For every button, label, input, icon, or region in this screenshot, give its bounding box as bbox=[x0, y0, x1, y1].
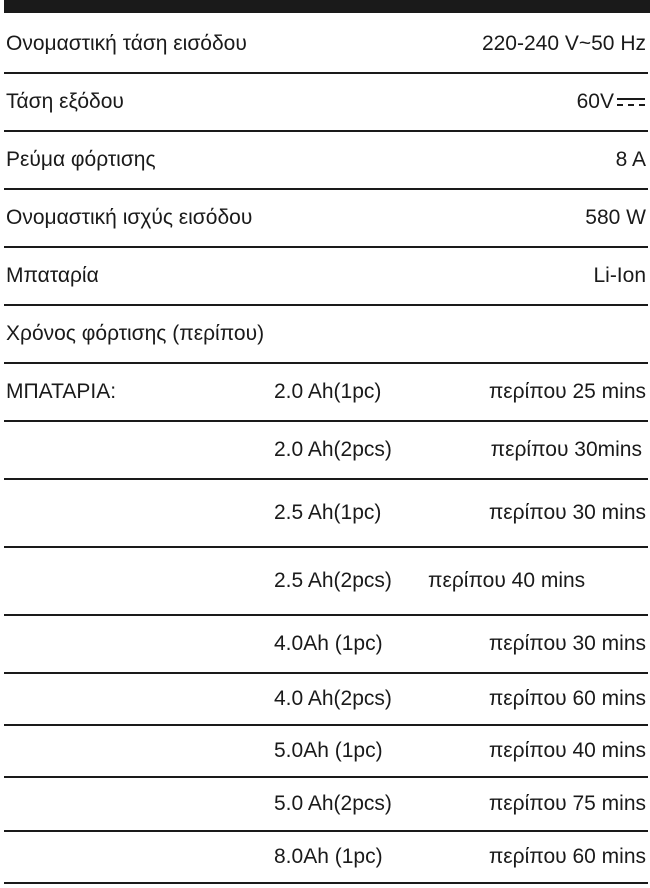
battery-capacity: 4.0Ah (1pc) bbox=[274, 632, 383, 655]
charging-time: περίπου 30mins bbox=[490, 438, 642, 461]
battery-capacity: 2.0 Ah(1pc) bbox=[274, 380, 382, 403]
charging-row bbox=[4, 726, 648, 776]
divider bbox=[4, 882, 648, 884]
spec-row-battery bbox=[4, 248, 648, 304]
charging-time: περίπου 30 mins bbox=[488, 632, 646, 655]
charging-time: περίπου 75 mins bbox=[488, 792, 646, 815]
battery-label: ΜΠΑΤΑΡΙΑ: bbox=[6, 380, 117, 403]
battery-capacity: 2.5 Ah(2pcs) bbox=[274, 569, 392, 592]
spec-label: Τάση εξόδου bbox=[6, 90, 124, 113]
spec-value: 8 A bbox=[615, 148, 646, 171]
charging-row bbox=[4, 616, 648, 672]
charging-row bbox=[4, 832, 648, 882]
battery-capacity: 8.0Ah (1pc) bbox=[274, 845, 383, 868]
charging-time: περίπου 30 mins bbox=[488, 501, 646, 524]
battery-capacity: 2.0 Ah(2pcs) bbox=[274, 438, 392, 461]
spec-value bbox=[577, 74, 646, 130]
spec-row-input-power bbox=[4, 190, 648, 246]
battery-capacity: 2.5 Ah(1pc) bbox=[274, 501, 382, 524]
battery-capacity: 5.0Ah (1pc) bbox=[274, 739, 383, 762]
charging-time-header bbox=[4, 306, 648, 362]
charging-row bbox=[4, 422, 648, 478]
spec-value: Li-Ion bbox=[593, 264, 646, 287]
spec-value: 580 W bbox=[585, 206, 646, 229]
charging-time: περίπου 40 mins bbox=[488, 739, 646, 762]
charging-row bbox=[4, 364, 648, 420]
spec-label: Ονομαστική τάση εισόδου bbox=[6, 32, 247, 55]
charging-time: περίπου 40 mins bbox=[428, 569, 586, 592]
spec-value: 220-240 V~50 Hz bbox=[481, 32, 646, 55]
battery-capacity: 5.0 Ah(2pcs) bbox=[274, 792, 392, 815]
spec-label: Ονομαστική ισχύς εισόδου bbox=[6, 206, 253, 229]
top-rule bbox=[4, 0, 650, 13]
charging-time: περίπου 60 mins bbox=[488, 845, 646, 868]
battery-capacity: 4.0 Ah(2pcs) bbox=[274, 687, 392, 710]
spec-label: Ρεύμα φόρτισης bbox=[6, 148, 156, 171]
spec-row-charging-current bbox=[4, 132, 648, 188]
charging-row bbox=[4, 778, 648, 830]
charging-time: περίπου 25 mins bbox=[488, 380, 646, 403]
charging-time: περίπου 60 mins bbox=[488, 687, 646, 710]
charging-row bbox=[4, 674, 648, 724]
charging-row bbox=[4, 480, 648, 546]
charging-time-label: Χρόνος φόρτισης (περίπου) bbox=[6, 322, 265, 345]
spec-label: Μπαταρία bbox=[6, 264, 99, 287]
spec-row-output-voltage bbox=[4, 74, 648, 130]
spec-value-text: 60V bbox=[576, 90, 614, 113]
spec-row-input-voltage bbox=[4, 16, 648, 72]
dc-symbol-icon bbox=[616, 95, 646, 109]
charging-row bbox=[4, 548, 648, 614]
